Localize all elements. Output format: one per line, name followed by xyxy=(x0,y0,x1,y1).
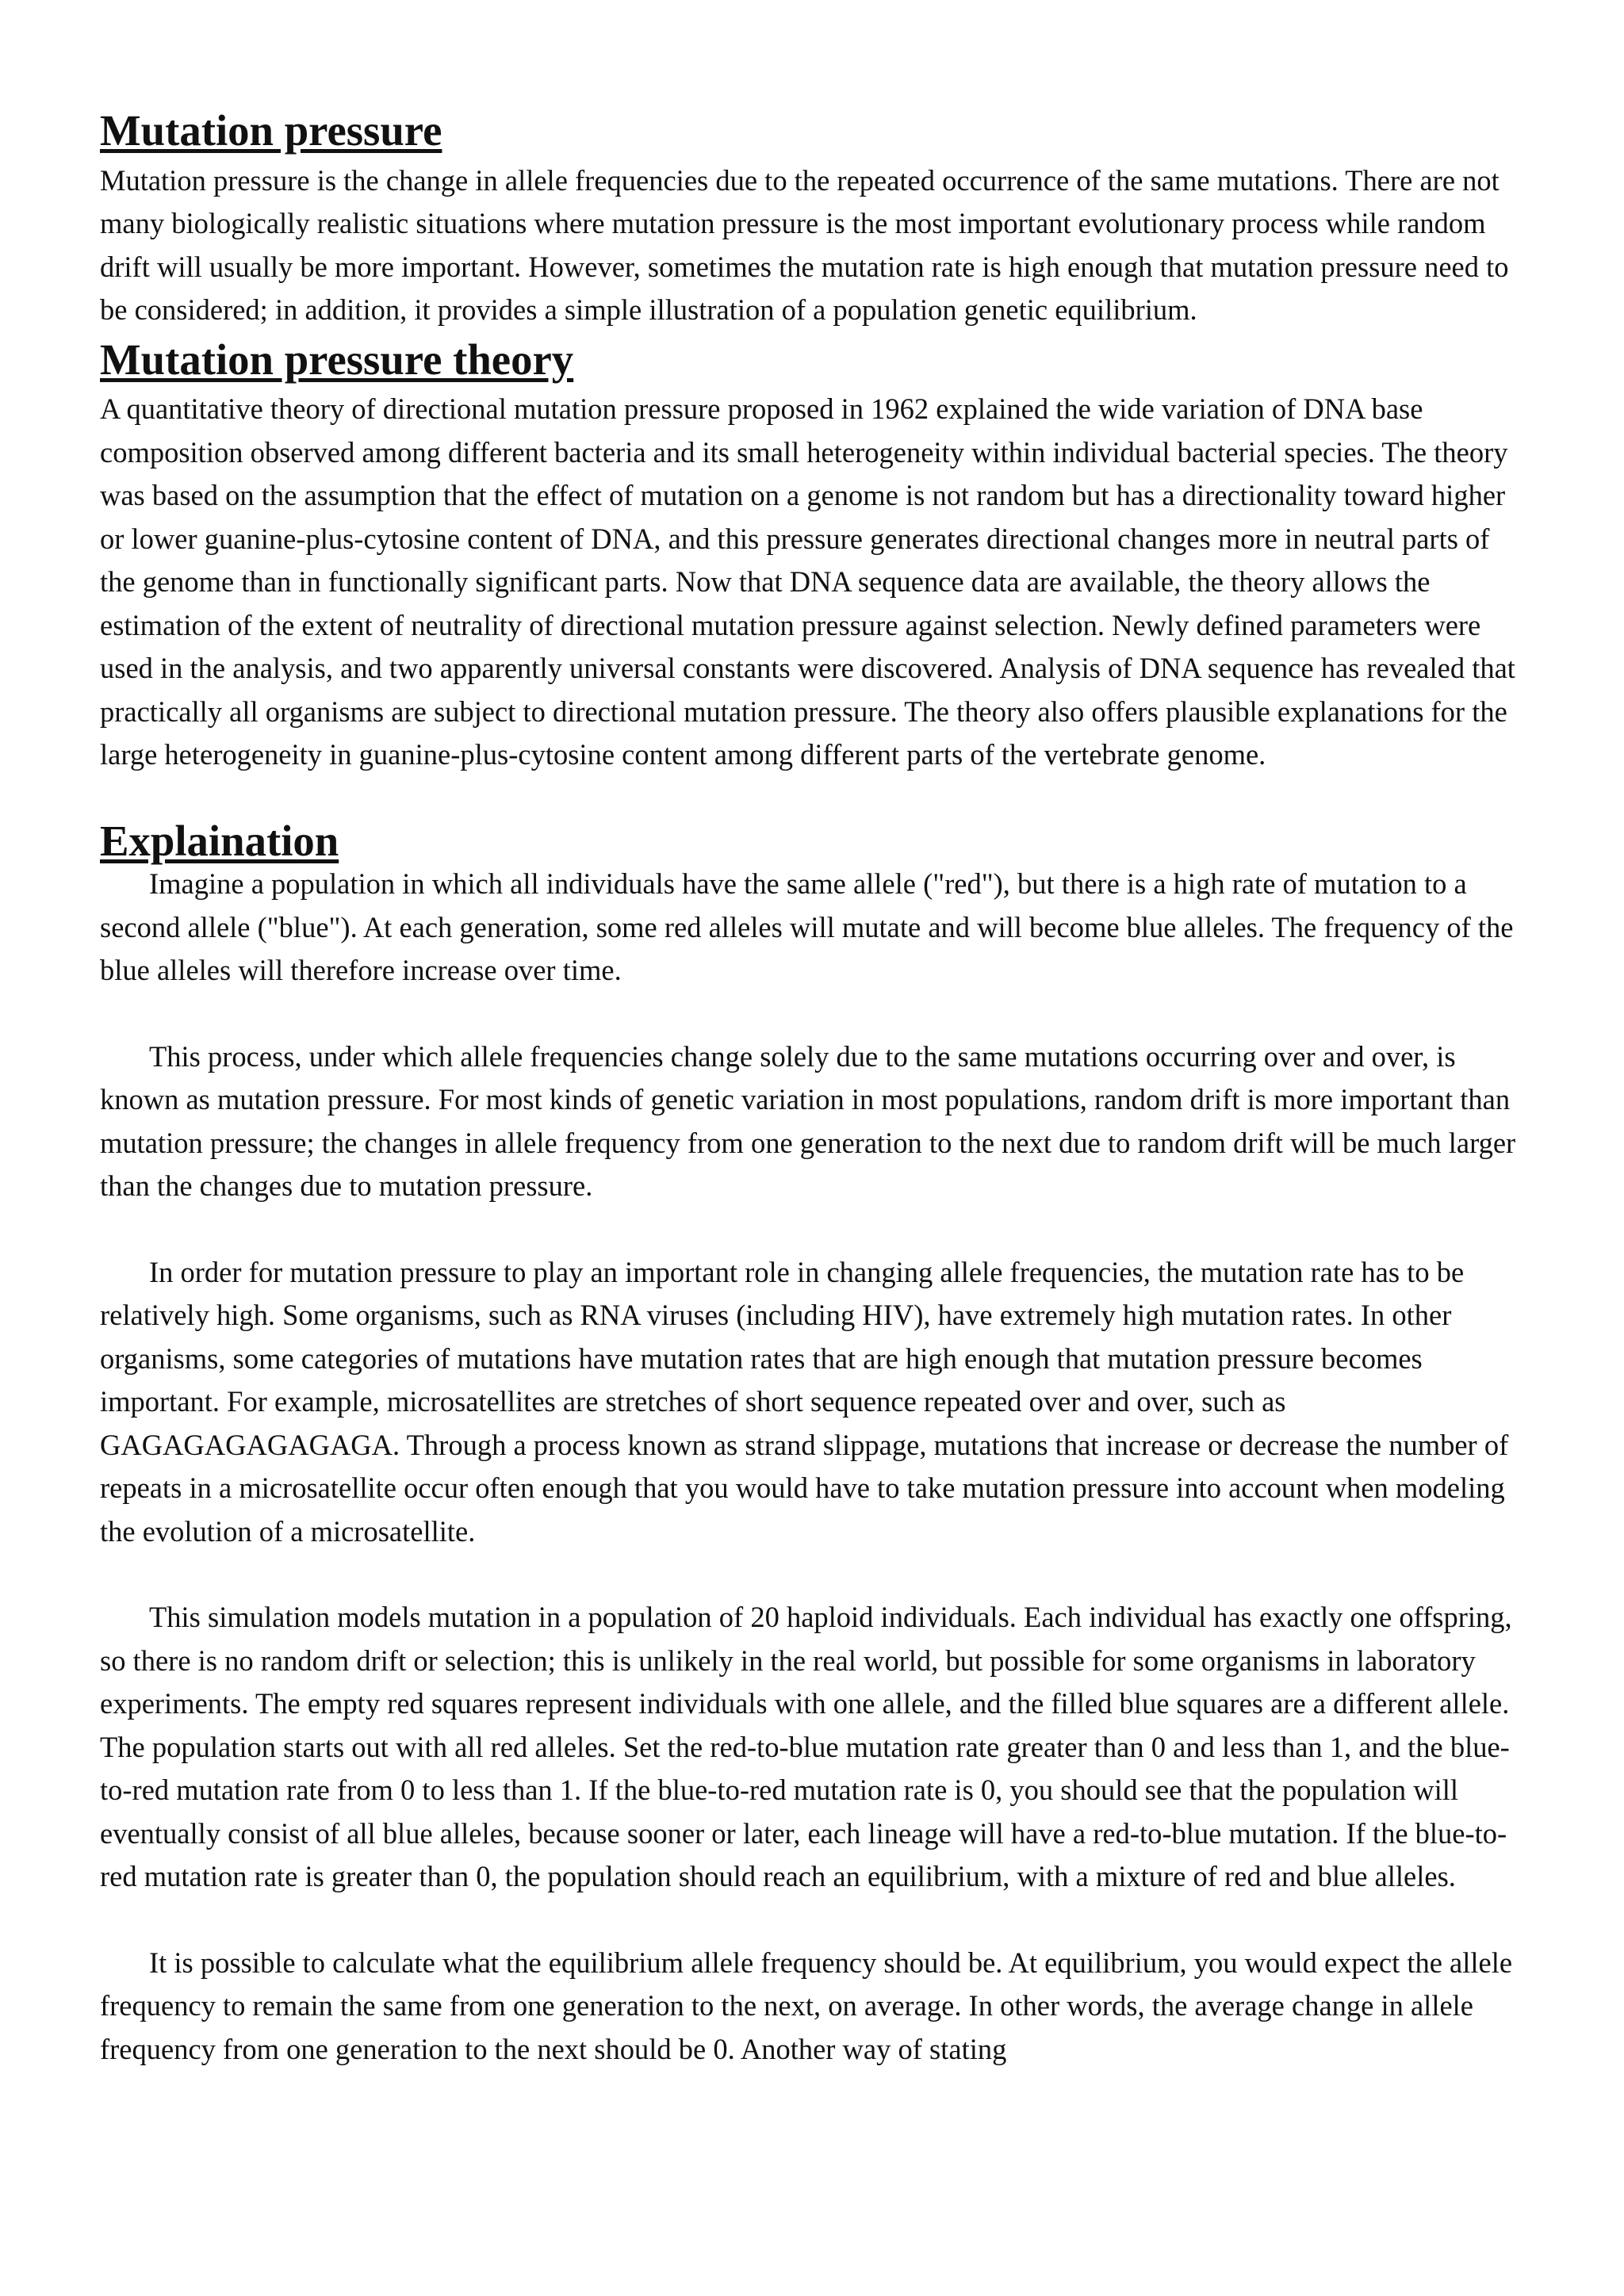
paragraph-explaination-3: In order for mutation pressure to play an important role in changing allele frequencies, the mutation rate has to be relatively high. Some organisms, such as RNA viruses (including HIV), have extremely high mutation rates. In other organisms, some categories of mutations have mutation rates that are high enough that mutation pressure becomes important. For example, microsatellites are stretches of short sequence repeated over and over, such as GAGAGAGAGAGAGA. Through a process known as strand slippage, mutations that increase or decrease the number of repeats in a microsatellite occur often enough that you would have to take mutation pressure into account when modeling the evolution of a microsatellite. xyxy=(100,1255,1509,1548)
section-heading-mutation-pressure: Mutation pressure xyxy=(100,106,442,155)
section-heading-mutation-pressure-theory: Mutation pressure theory xyxy=(100,335,574,384)
paragraph-explaination-5: It is possible to calculate what the equilibrium allele frequency should be. At equilibrium, you would expect the allele frequency to remain the same from one generation to the next, on average. In other words, the average change in allele frequency from one generation to the next should be 0. Another way of stating xyxy=(100,1946,1513,2065)
paragraph-explaination-4: This simulation models mutation in a population of 20 haploid individuals. Each individual has exactly one offspring, so there is no random drift or selection; this is unlikely in the real world, but possible for some organisms in laboratory experiments. The empty red squares represent individuals with one allele, and the filled blue squares are a different allele. The population starts out with all red alleles. Set the red-to-blue mutation rate greater than 0 and less than 1, and the blue-to-red mutation rate from 0 to less than 1. If the blue-to-red mutation rate is 0, you should see that the population will eventually consist of all blue alleles, because sooner or later, each lineage will have a red-to-blue mutation. If the blue-to-red mutation rate is greater than 0, the population should reach an equilibrium, with a mixture of red and blue alleles. xyxy=(100,1601,1512,1892)
paragraph-mutation-pressure-theory: A quantitative theory of directional mutation pressure proposed in 1962 explained the wide variation of DNA base composition observed among different bacteria and its small heterogeneity within individual bacterial species. The theory was based on the assumption that the effect of mutation on a genome is not random but has a directionality toward higher or lower guanine-plus-cytosine content of DNA, and this pressure generates directional changes more in neutral parts of the genome than in functionally significant parts. Now that DNA sequence data are available, the theory allows the estimation of the extent of neutrality of directional mutation pressure against selection. Newly defined parameters were used in the analysis, and two apparently universal constants were discovered. Analysis of DNA sequence has revealed that practically all organisms are subject to directional mutation pressure. The theory also offers plausible explanations for the large heterogeneity in guanine-plus-cytosine content among different parts of the vertebrate genome. xyxy=(100,392,1515,771)
paragraph-explaination-2: This process, under which allele frequencies change solely due to the same mutations occurring over and over, is known as mutation pressure. For most kinds of genetic variation in most populations, random drift is more important than mutation pressure; the changes in allele frequency from one generation to the next due to random drift will be much larger than the changes due to mutation pressure. xyxy=(100,1039,1516,1202)
document-page xyxy=(100,106,1527,2071)
paragraph-mutation-pressure: Mutation pressure is the change in allele frequencies due to the repeated occurrence of the same mutations. There are not many biologically realistic situations where mutation pressure is the most important evolutionary process while random drift will usually be more important. However, sometimes the mutation rate is high enough that mutation pressure need to be considered; in addition, it provides a simple illustration of a population genetic equilibrium. xyxy=(100,163,1509,326)
section-heading-explaination: Explaination xyxy=(100,816,339,865)
paragraph-explaination-1: Imagine a population in which all individuals have the same allele ("red"), but there is a high rate of mutation to a second allele ("blue"). At each generation, some red alleles will mutate and will become blue alleles. The frequency of the blue alleles will therefore increase over time. xyxy=(100,867,1514,986)
